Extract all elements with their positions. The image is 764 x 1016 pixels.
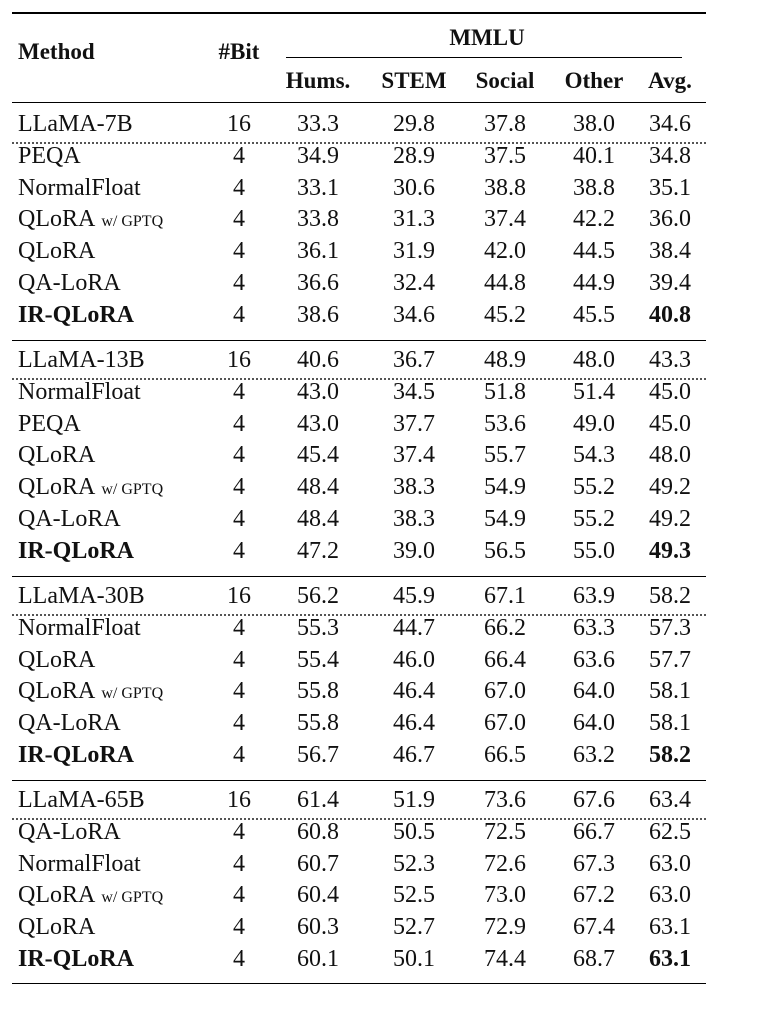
method-name: QA-LoRA bbox=[18, 710, 121, 737]
header-hums: Hums. bbox=[285, 68, 351, 93]
method-cell bbox=[18, 852, 141, 876]
avg-cell: 62.5 bbox=[649, 818, 691, 845]
bit-cell: 4 bbox=[233, 818, 245, 845]
hums-cell: 47.2 bbox=[297, 537, 339, 564]
hums-cell: 48.4 bbox=[297, 474, 339, 501]
stem-cell: 50.1 bbox=[393, 946, 435, 972]
mmlu-underline bbox=[286, 57, 682, 58]
method-cell bbox=[18, 788, 145, 812]
social-cell: 54.9 bbox=[484, 506, 526, 532]
other-cell: 40.1 bbox=[573, 142, 615, 169]
avg-cell: 34.6 bbox=[649, 111, 691, 137]
avg-cell: 39.4 bbox=[649, 270, 691, 296]
method-cell bbox=[18, 507, 121, 531]
hums-cell: 56.7 bbox=[297, 742, 339, 768]
method-name: NormalFloat bbox=[18, 614, 141, 641]
stem-cell: 46.0 bbox=[393, 646, 435, 673]
bit-cell: 4 bbox=[233, 410, 245, 437]
bit-cell: 4 bbox=[233, 238, 245, 265]
header-other: Other bbox=[564, 68, 624, 93]
bit-cell: 4 bbox=[233, 206, 245, 233]
avg-cell: 38.4 bbox=[649, 238, 691, 265]
group-separator-rule bbox=[12, 576, 706, 577]
method-cell bbox=[18, 539, 134, 563]
social-cell: 37.8 bbox=[484, 111, 526, 137]
group-separator-rule bbox=[12, 780, 706, 781]
other-cell: 67.6 bbox=[573, 787, 615, 813]
other-cell: 66.7 bbox=[573, 818, 615, 845]
bit-cell: 4 bbox=[233, 946, 245, 972]
hums-cell: 40.6 bbox=[297, 347, 339, 373]
method-name: IR-QLoRA bbox=[18, 946, 135, 972]
stem-cell: 44.7 bbox=[393, 614, 435, 641]
other-cell: 64.0 bbox=[573, 710, 615, 737]
other-cell: 55.2 bbox=[573, 506, 615, 532]
bit-cell: 4 bbox=[233, 614, 245, 641]
stem-cell: 46.4 bbox=[393, 678, 435, 705]
other-cell: 63.6 bbox=[573, 646, 615, 673]
method-name: QLoRA bbox=[18, 206, 96, 233]
method-name: QLoRA bbox=[18, 646, 96, 673]
bit-cell: 16 bbox=[227, 347, 251, 373]
other-cell: 67.3 bbox=[573, 850, 615, 877]
bit-cell: 4 bbox=[233, 270, 245, 296]
method-cell bbox=[18, 271, 121, 295]
stem-cell: 37.7 bbox=[393, 410, 435, 437]
method-name: NormalFloat bbox=[18, 174, 141, 201]
method-cell bbox=[18, 743, 134, 767]
method-name: QA-LoRA bbox=[18, 270, 121, 296]
bottom-rule bbox=[12, 983, 706, 984]
other-cell: 55.0 bbox=[573, 537, 615, 564]
social-cell: 66.2 bbox=[484, 614, 526, 641]
social-cell: 54.9 bbox=[484, 474, 526, 501]
header-social: Social bbox=[475, 68, 535, 93]
hums-cell: 60.3 bbox=[297, 914, 339, 941]
method-cell bbox=[18, 711, 121, 735]
method-cell bbox=[18, 176, 141, 200]
avg-cell: 40.8 bbox=[649, 301, 691, 328]
avg-cell: 63.0 bbox=[649, 850, 691, 877]
method-name: QLoRA bbox=[18, 914, 96, 941]
bit-cell: 4 bbox=[233, 678, 245, 705]
hums-cell: 56.2 bbox=[297, 583, 339, 609]
method-cell bbox=[18, 380, 141, 404]
bit-cell: 16 bbox=[227, 111, 251, 137]
hums-cell: 43.0 bbox=[297, 410, 339, 437]
avg-cell: 49.2 bbox=[649, 506, 691, 532]
stem-cell: 45.9 bbox=[393, 583, 435, 609]
hums-cell: 33.8 bbox=[297, 206, 339, 233]
other-cell: 51.4 bbox=[573, 378, 615, 405]
bit-cell: 4 bbox=[233, 174, 245, 201]
stem-cell: 51.9 bbox=[393, 787, 435, 813]
hums-cell: 60.1 bbox=[297, 946, 339, 972]
header-rule bbox=[12, 102, 706, 103]
hums-cell: 38.6 bbox=[297, 301, 339, 328]
avg-cell: 57.7 bbox=[649, 646, 691, 673]
method-cell bbox=[18, 303, 134, 327]
stem-cell: 52.7 bbox=[393, 914, 435, 941]
stem-cell: 32.4 bbox=[393, 270, 435, 296]
social-cell: 67.1 bbox=[484, 583, 526, 609]
avg-cell: 45.0 bbox=[649, 378, 691, 405]
social-cell: 44.8 bbox=[484, 270, 526, 296]
avg-cell: 63.1 bbox=[649, 914, 691, 941]
other-cell: 68.7 bbox=[573, 946, 615, 972]
method-cell bbox=[18, 820, 121, 844]
header-stem: STEM bbox=[381, 68, 447, 93]
social-cell: 66.4 bbox=[484, 646, 526, 673]
social-cell: 45.2 bbox=[484, 301, 526, 328]
other-cell: 48.0 bbox=[573, 347, 615, 373]
bit-cell: 4 bbox=[233, 742, 245, 768]
bit-cell: 16 bbox=[227, 787, 251, 813]
other-cell: 63.3 bbox=[573, 614, 615, 641]
social-cell: 37.4 bbox=[484, 206, 526, 233]
social-cell: 67.0 bbox=[484, 710, 526, 737]
hums-cell: 55.4 bbox=[297, 646, 339, 673]
bit-cell: 16 bbox=[227, 583, 251, 609]
method-name: NormalFloat bbox=[18, 850, 141, 877]
other-cell: 67.2 bbox=[573, 882, 615, 909]
bit-cell: 4 bbox=[233, 378, 245, 405]
other-cell: 45.5 bbox=[573, 301, 615, 328]
header-mmlu: MMLU bbox=[449, 25, 525, 50]
stem-cell: 46.4 bbox=[393, 710, 435, 737]
social-cell: 74.4 bbox=[484, 946, 526, 972]
other-cell: 63.9 bbox=[573, 583, 615, 609]
top-rule bbox=[12, 12, 706, 14]
method-cell bbox=[18, 584, 145, 608]
method-suffix: w/ GPTQ bbox=[97, 481, 164, 499]
method-name: IR-QLoRA bbox=[18, 742, 135, 768]
social-cell: 38.8 bbox=[484, 174, 526, 201]
method-name: IR-QLoRA bbox=[18, 301, 135, 328]
hums-cell: 55.3 bbox=[297, 614, 339, 641]
other-cell: 38.0 bbox=[573, 111, 615, 137]
other-cell: 44.9 bbox=[573, 270, 615, 296]
method-name: IR-QLoRA bbox=[18, 537, 135, 564]
avg-cell: 58.2 bbox=[649, 583, 691, 609]
method-name: LLaMA-30B bbox=[18, 583, 145, 609]
avg-cell: 35.1 bbox=[649, 174, 691, 201]
avg-cell: 58.1 bbox=[649, 678, 691, 705]
header-avg: Avg. bbox=[648, 68, 692, 93]
social-cell: 72.9 bbox=[484, 914, 526, 941]
method-name: LLaMA-13B bbox=[18, 347, 145, 373]
avg-cell: 63.1 bbox=[649, 946, 691, 972]
method-cell bbox=[18, 648, 95, 672]
method-name: LLaMA-65B bbox=[18, 787, 145, 813]
avg-cell: 34.8 bbox=[649, 142, 691, 169]
stem-cell: 39.0 bbox=[393, 537, 435, 564]
method-name: QLoRA bbox=[18, 442, 96, 469]
header-bit: #Bit bbox=[218, 39, 260, 64]
avg-cell: 58.2 bbox=[649, 742, 691, 768]
hums-cell: 48.4 bbox=[297, 506, 339, 532]
bit-cell: 4 bbox=[233, 442, 245, 469]
method-cell bbox=[18, 239, 95, 263]
method-cell bbox=[18, 475, 163, 499]
method-name: LLaMA-7B bbox=[18, 111, 133, 137]
social-cell: 67.0 bbox=[484, 678, 526, 705]
hums-cell: 60.8 bbox=[297, 818, 339, 845]
other-cell: 63.2 bbox=[573, 742, 615, 768]
stem-cell: 50.5 bbox=[393, 818, 435, 845]
stem-cell: 52.5 bbox=[393, 882, 435, 909]
stem-cell: 31.9 bbox=[393, 238, 435, 265]
stem-cell: 31.3 bbox=[393, 206, 435, 233]
method-name: QLoRA bbox=[18, 678, 96, 705]
social-cell: 72.6 bbox=[484, 850, 526, 877]
stem-cell: 52.3 bbox=[393, 850, 435, 877]
bit-cell: 4 bbox=[233, 710, 245, 737]
hums-cell: 60.7 bbox=[297, 850, 339, 877]
social-cell: 73.0 bbox=[484, 882, 526, 909]
bit-cell: 4 bbox=[233, 142, 245, 169]
bit-cell: 4 bbox=[233, 850, 245, 877]
bit-cell: 4 bbox=[233, 474, 245, 501]
method-cell bbox=[18, 443, 95, 467]
hums-cell: 36.1 bbox=[297, 238, 339, 265]
other-cell: 55.2 bbox=[573, 474, 615, 501]
other-cell: 42.2 bbox=[573, 206, 615, 233]
method-name: QA-LoRA bbox=[18, 506, 121, 532]
method-name: QLoRA bbox=[18, 238, 96, 265]
hums-cell: 55.8 bbox=[297, 710, 339, 737]
stem-cell: 34.5 bbox=[393, 378, 435, 405]
method-cell bbox=[18, 412, 81, 436]
method-cell bbox=[18, 348, 145, 372]
method-name: PEQA bbox=[18, 142, 81, 169]
method-cell bbox=[18, 616, 141, 640]
bit-cell: 4 bbox=[233, 882, 245, 909]
group-separator-rule bbox=[12, 340, 706, 341]
other-cell: 44.5 bbox=[573, 238, 615, 265]
bit-cell: 4 bbox=[233, 646, 245, 673]
avg-cell: 49.3 bbox=[649, 537, 691, 564]
avg-cell: 57.3 bbox=[649, 614, 691, 641]
hums-cell: 45.4 bbox=[297, 442, 339, 469]
social-cell: 51.8 bbox=[484, 378, 526, 405]
avg-cell: 48.0 bbox=[649, 442, 691, 469]
avg-cell: 63.0 bbox=[649, 882, 691, 909]
stem-cell: 36.7 bbox=[393, 347, 435, 373]
other-cell: 38.8 bbox=[573, 174, 615, 201]
social-cell: 72.5 bbox=[484, 818, 526, 845]
social-cell: 37.5 bbox=[484, 142, 526, 169]
bit-cell: 4 bbox=[233, 537, 245, 564]
header-method: Method bbox=[18, 39, 95, 64]
method-suffix: w/ GPTQ bbox=[97, 213, 164, 231]
method-name: QLoRA bbox=[18, 474, 96, 501]
hums-cell: 55.8 bbox=[297, 678, 339, 705]
stem-cell: 28.9 bbox=[393, 142, 435, 169]
avg-cell: 63.4 bbox=[649, 787, 691, 813]
hums-cell: 33.1 bbox=[297, 174, 339, 201]
method-cell bbox=[18, 112, 133, 136]
social-cell: 73.6 bbox=[484, 787, 526, 813]
method-name: QLoRA bbox=[18, 882, 96, 909]
other-cell: 64.0 bbox=[573, 678, 615, 705]
social-cell: 53.6 bbox=[484, 410, 526, 437]
method-name: NormalFloat bbox=[18, 378, 141, 405]
method-cell bbox=[18, 915, 95, 939]
stem-cell: 29.8 bbox=[393, 111, 435, 137]
social-cell: 56.5 bbox=[484, 537, 526, 564]
method-name: PEQA bbox=[18, 410, 81, 437]
hums-cell: 60.4 bbox=[297, 882, 339, 909]
hums-cell: 61.4 bbox=[297, 787, 339, 813]
method-suffix: w/ GPTQ bbox=[97, 685, 164, 703]
avg-cell: 43.3 bbox=[649, 347, 691, 373]
stem-cell: 46.7 bbox=[393, 742, 435, 768]
method-cell bbox=[18, 883, 163, 907]
avg-cell: 49.2 bbox=[649, 474, 691, 501]
avg-cell: 45.0 bbox=[649, 410, 691, 437]
avg-cell: 36.0 bbox=[649, 206, 691, 233]
method-name: QA-LoRA bbox=[18, 818, 121, 845]
other-cell: 67.4 bbox=[573, 914, 615, 941]
method-cell bbox=[18, 144, 81, 168]
method-cell bbox=[18, 679, 163, 703]
stem-cell: 38.3 bbox=[393, 474, 435, 501]
method-suffix: w/ GPTQ bbox=[97, 889, 164, 907]
social-cell: 66.5 bbox=[484, 742, 526, 768]
social-cell: 55.7 bbox=[484, 442, 526, 469]
hums-cell: 33.3 bbox=[297, 111, 339, 137]
stem-cell: 34.6 bbox=[393, 301, 435, 328]
other-cell: 54.3 bbox=[573, 442, 615, 469]
hums-cell: 43.0 bbox=[297, 378, 339, 405]
bit-cell: 4 bbox=[233, 301, 245, 328]
hums-cell: 34.9 bbox=[297, 142, 339, 169]
stem-cell: 37.4 bbox=[393, 442, 435, 469]
stem-cell: 38.3 bbox=[393, 506, 435, 532]
bit-cell: 4 bbox=[233, 506, 245, 532]
avg-cell: 58.1 bbox=[649, 710, 691, 737]
bit-cell: 4 bbox=[233, 914, 245, 941]
method-cell bbox=[18, 947, 134, 971]
social-cell: 48.9 bbox=[484, 347, 526, 373]
hums-cell: 36.6 bbox=[297, 270, 339, 296]
method-cell bbox=[18, 207, 163, 231]
social-cell: 42.0 bbox=[484, 238, 526, 265]
stem-cell: 30.6 bbox=[393, 174, 435, 201]
other-cell: 49.0 bbox=[573, 410, 615, 437]
